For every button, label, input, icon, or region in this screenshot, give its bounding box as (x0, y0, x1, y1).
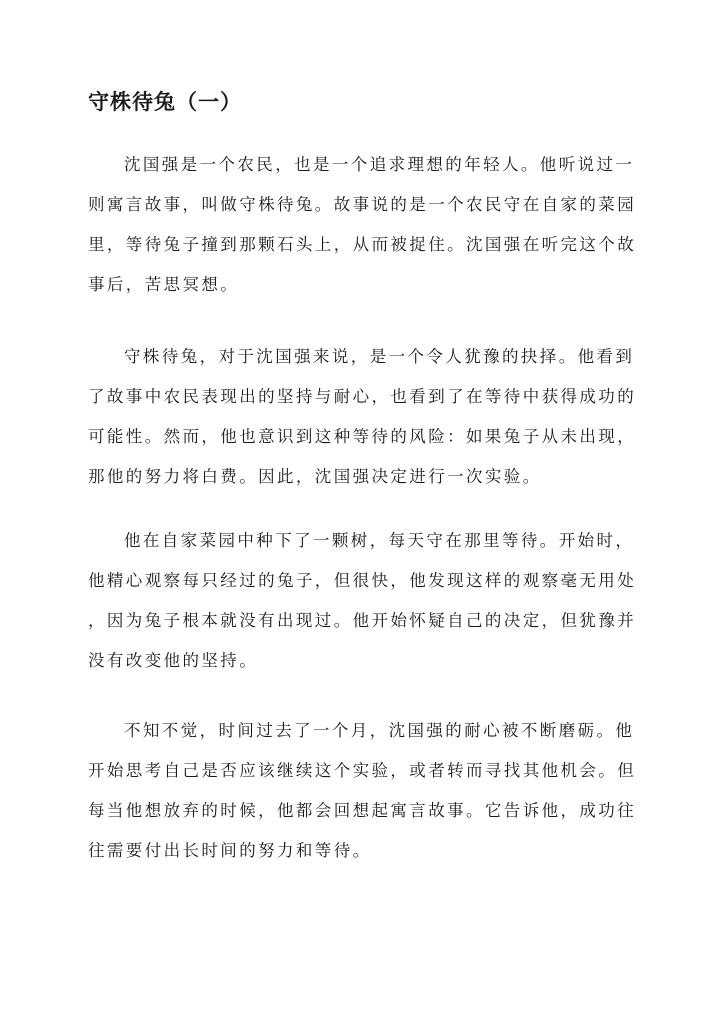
paragraph-line: 不知不觉，时间过去了一个月，沈国强的耐心被不断磨砺。他 (124, 721, 635, 740)
paragraph-line: 他精心观察每只经过的兔子，但很快，他发现这样的观察毫无用处 (88, 571, 637, 590)
paragraph-line: 事后，苦思冥想。 (88, 275, 240, 294)
document-title: 守株待兔（一） (88, 89, 242, 114)
paragraph-line: 那他的努力将白费。因此，沈国强决定进行一次实验。 (88, 467, 542, 486)
paragraph-1 (88, 145, 648, 305)
paragraph-line: 开始思考自己是否应该继续这个实验，或者转而寻找其他机会。但 (88, 761, 637, 780)
paragraph-line: 可能性。然而，他也意识到这种等待的风险：如果兔子从未出现， (88, 427, 637, 446)
paragraph-line: 了故事中农民表现出的坚持与耐心，也看到了在等待中获得成功的 (88, 387, 637, 406)
paragraph-line: ，因为兔子根本就没有出现过。他开始怀疑自己的决定，但犹豫并 (88, 611, 637, 630)
paragraph-2 (88, 337, 648, 497)
paragraph-line: 每当他想放弃的时候，他都会回想起寓言故事。它告诉他，成功往 (88, 801, 637, 820)
paragraph-line: 他在自家菜园中种下了一颗树，每天守在那里等待。开始时， (124, 531, 635, 550)
paragraph-line: 里，等待兔子撞到那颗石头上，从而被捉住。沈国强在听完这个故 (88, 235, 637, 254)
paragraph-line: 没有改变他的坚持。 (88, 651, 259, 670)
paragraph-line: 则寓言故事，叫做守株待兔。故事说的是一个农民守在自家的菜园 (88, 195, 637, 214)
paragraph-line: 守株待兔，对于沈国强来说，是一个令人犹豫的抉择。他看到 (124, 347, 635, 366)
paragraph-line: 沈国强是一个农民，也是一个追求理想的年轻人。他听说过一 (124, 155, 635, 174)
paragraph-3 (88, 521, 648, 681)
paragraph-4 (88, 711, 648, 871)
paragraph-line: 往需要付出长时间的努力和等待。 (88, 841, 372, 860)
